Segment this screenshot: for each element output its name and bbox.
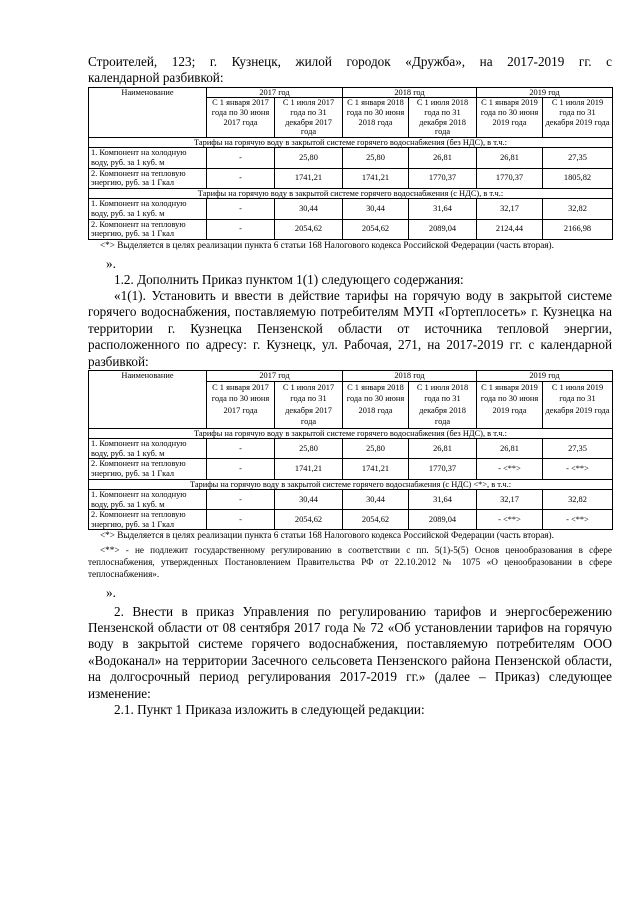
row-name: 2. Компонент на тепловую энергию, руб. за 1 Гкал — [89, 459, 207, 479]
tariff-table-1 — [88, 87, 613, 240]
table-cell: - — [207, 168, 275, 188]
table-cell: 31,64 — [409, 490, 477, 510]
table-cell: 32,82 — [543, 199, 613, 219]
table-cell: 2089,04 — [409, 510, 477, 530]
header-year-2019: 2019 год — [477, 87, 613, 98]
header-period: С 1 июля 2018 года по 31 декабря 2018 года — [409, 381, 477, 428]
header-period: С 1 июля 2019 года по 31 декабря 2019 года — [543, 381, 613, 428]
table-cell: 30,44 — [343, 490, 409, 510]
section-row: Тарифы на горячую воду в закрытой системе горячего водоснабжения (без НДС), в т.ч.: — [89, 137, 613, 148]
table-cell: 2054,62 — [275, 219, 343, 239]
header-period: С 1 января 2019 года по 30 июня 2019 года — [477, 381, 543, 428]
table-cell: 25,80 — [343, 148, 409, 168]
header-period: С 1 июля 2017 года по 31 декабря 2017 года — [275, 98, 343, 137]
table-cell: 31,64 — [409, 199, 477, 219]
table-cell: 26,81 — [477, 148, 543, 168]
row-name: 1. Компонент на холодную воду, руб. за 1 куб. м — [89, 199, 207, 219]
header-period: С 1 июля 2017 года по 31 декабря 2017 года — [275, 381, 343, 428]
table-cell: 25,80 — [275, 439, 343, 459]
table-cell: 1741,21 — [343, 459, 409, 479]
table-cell: 27,35 — [543, 148, 613, 168]
section-row: Тарифы на горячую воду в закрытой системе горячего водоснабжения (без НДС), в т.ч.: — [89, 428, 613, 439]
header-period: С 1 января 2017 года по 30 июня 2017 года — [207, 98, 275, 137]
row-name: 1. Компонент на холодную воду, руб. за 1 куб. м — [89, 490, 207, 510]
table-cell: - <**> — [477, 459, 543, 479]
table-cell: 32,82 — [543, 490, 613, 510]
section-row: Тарифы на горячую воду в закрытой системе горячего водоснабжения (с НДС), в т.ч.: — [89, 188, 613, 199]
header-period: С 1 января 2018 года по 30 июня 2018 года — [343, 381, 409, 428]
row-name: 1. Компонент на холодную воду, руб. за 1 куб. м — [89, 148, 207, 168]
table-cell: 2054,62 — [275, 510, 343, 530]
top-line-2: календарной разбивкой: — [88, 70, 224, 86]
table-cell: 26,81 — [409, 148, 477, 168]
footnote-vat: <*> Выделяется в целях реализации пункта 6 статьи 168 Налогового кодекса Российской Федерации (часть вторая). — [100, 530, 554, 541]
footnote-not-regulated: <**> - не подлежит государственному регулированию в соответствии с пп. 5(1)-5(5) Основ ценообразования в сфере теплоснабжения, утвержденных Постановлением Правительства РФ от 22.10.2012 № 1075 «О ценообразовании в сфере теплоснабжения». — [88, 545, 612, 579]
row-name: 2. Компонент на тепловую энергию, руб. за 1 Гкал — [89, 510, 207, 530]
table-cell: 25,80 — [343, 439, 409, 459]
header-period: С 1 июля 2019 года по 31 декабря 2019 года — [543, 98, 613, 137]
paragraph-2: 2. Внести в приказ Управления по регулированию тарифов и энергосбережению Пензенской области от 08 сентября 2017 года № 72 «Об установлении тарифов на горячую воду в закрытой системе горячего водоснабжения, поставляемую потребителям ООО «Водоканал» на территории Засечного сельсовета Пензенского района Пензенской области, на долгосрочный период регулирования 2017-2019 гг.» (далее – Приказ) следующее изменение: — [88, 603, 612, 701]
row-name: 2. Компонент на тепловую энергию, руб. за 1 Гкал — [89, 219, 207, 239]
table-cell: 32,17 — [477, 490, 543, 510]
table-cell: 1741,21 — [275, 459, 343, 479]
table-cell: 30,44 — [343, 199, 409, 219]
table-cell: 27,35 — [543, 439, 613, 459]
header-year-2017: 2017 год — [207, 370, 343, 381]
tariff-table-2 — [88, 370, 613, 531]
paragraph-1-2: 1.2. Дополнить Приказ пунктом 1(1) следующего содержания: — [114, 271, 464, 287]
table-cell: 25,80 — [275, 148, 343, 168]
table-cell: - — [207, 219, 275, 239]
table-cell: - — [207, 148, 275, 168]
table-cell: 1770,37 — [477, 168, 543, 188]
table-cell: 26,81 — [409, 439, 477, 459]
header-name: Наименование — [89, 87, 207, 137]
table-cell: 1805,82 — [543, 168, 613, 188]
closing-quote: ». — [106, 584, 116, 600]
table-cell: 2089,04 — [409, 219, 477, 239]
table-cell: 32,17 — [477, 199, 543, 219]
table-cell: 30,44 — [275, 490, 343, 510]
header-period: С 1 января 2018 года по 30 июня 2018 года — [343, 98, 409, 137]
table-cell: 1770,37 — [409, 168, 477, 188]
table-cell: - <**> — [477, 510, 543, 530]
table-cell: 2124,44 — [477, 219, 543, 239]
footnote-vat: <*> Выделяется в целях реализации пункта 6 статьи 168 Налогового кодекса Российской Федерации (часть вторая). — [100, 239, 554, 250]
table-cell: 1770,37 — [409, 459, 477, 479]
header-period: С 1 июля 2018 года по 31 декабря 2018 года — [409, 98, 477, 137]
table-cell: 2054,62 — [343, 510, 409, 530]
table-cell: - <**> — [543, 459, 613, 479]
header-year-2019: 2019 год — [477, 370, 613, 381]
table-cell: 2054,62 — [343, 219, 409, 239]
section-row: Тарифы на горячую воду в закрытой системе горячего водоснабжения (с НДС) <*>, в т.ч.: — [89, 479, 613, 490]
paragraph-1-1: «1(1). Установить и ввести в действие тарифы на горячую воду в закрытой системе горячего водоснабжения, поставляемую потребителям МУП «Гортеплосеть» г. Кузнецка на территории г. Кузнецка Пензенской области от источника тепловой энергии, расположенного по адресу: г. Кузнецк, ул. Рабочая, 271, на 2017-2019 гг. с календарной разбивкой: — [88, 287, 612, 369]
table-cell: - — [207, 490, 275, 510]
table-cell: 1741,21 — [343, 168, 409, 188]
header-period: С 1 января 2019 года по 30 июня 2019 года — [477, 98, 543, 137]
header-year-2017: 2017 год — [207, 87, 343, 98]
row-name: 1. Компонент на холодную воду, руб. за 1 куб. м — [89, 439, 207, 459]
header-year-2018: 2018 год — [343, 87, 477, 98]
table-cell: - — [207, 510, 275, 530]
header-name: Наименование — [89, 370, 207, 428]
table-cell: - — [207, 439, 275, 459]
table-cell: 1741,21 — [275, 168, 343, 188]
table-cell: 26,81 — [477, 439, 543, 459]
header-year-2018: 2018 год — [343, 370, 477, 381]
document-page — [88, 54, 612, 719]
top-line-1: Строителей, 123; г. Кузнецк, жилой городок «Дружба», на 2017-2019 гг. с — [88, 54, 612, 69]
paragraph-2-1: 2.1. Пункт 1 Приказа изложить в следующей редакции: — [114, 702, 425, 718]
table-cell: - — [207, 459, 275, 479]
header-period: С 1 января 2017 года по 30 июня 2017 года — [207, 381, 275, 428]
closing-quote: ». — [106, 255, 116, 271]
table-cell: 30,44 — [275, 199, 343, 219]
table-cell: - <**> — [543, 510, 613, 530]
table-cell: - — [207, 199, 275, 219]
table-cell: 2166,98 — [543, 219, 613, 239]
row-name: 2. Компонент на тепловую энергию, руб. за 1 Гкал — [89, 168, 207, 188]
